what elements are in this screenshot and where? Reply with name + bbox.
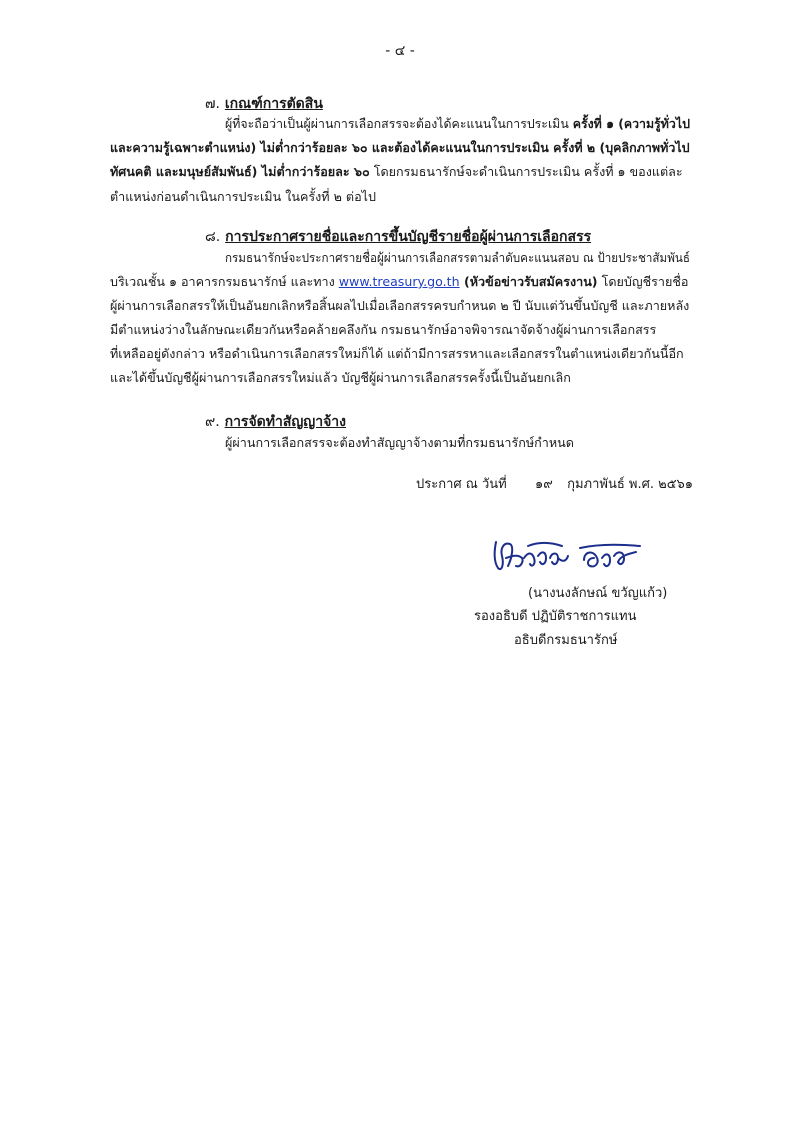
- section-8-number: ๘.: [205, 229, 221, 245]
- section-8-line: [110, 297, 689, 315]
- section-8-line: [110, 321, 656, 339]
- section-7-title: เกณฑ์การตัดสิน: [224, 96, 323, 112]
- section-8-line: [225, 249, 690, 267]
- body-text: บริเวณชั้น ๑ อาคารกรมธนารักษ์ และทาง: [110, 274, 339, 289]
- section-7-number: ๗.: [205, 96, 220, 112]
- body-text: ผู้ผ่านการเลือกสรรจะต้องทำสัญญาจ้างตามที่กรมธนารักษ์กำหนด: [225, 435, 574, 450]
- bold-text: ครั้งที่ ๑ (ความรู้ทั่วไป: [572, 116, 690, 131]
- signer-position-1: รองอธิบดี ปฏิบัติราชการแทน: [474, 609, 637, 624]
- announcement-day: ๑๙: [535, 477, 553, 492]
- body-text: ผู้ผ่านการเลือกสรรให้เป็นอันยกเลิกหรือสิ้นผลไปเมื่อเลือกสรรครบกำหนด ๒ ปี นับแต่วันขึ้นบัญชี และภายหลัง: [110, 298, 690, 313]
- body-text: ตำแหน่งก่อนดำเนินการประเมิน ในครั้งที่ ๒ ต่อไป: [110, 189, 376, 204]
- body-text: ผู้ที่จะถือว่าเป็นผู้ผ่านการเลือกสรรจะต้องได้คะแนนในการประเมิน: [225, 116, 573, 131]
- signer-name: (นางนงลักษณ์ ขวัญแก้ว): [528, 586, 668, 601]
- section-8-line: [110, 369, 571, 387]
- section-7-line: [110, 188, 376, 206]
- body-text: กรมธนารักษ์จะประกาศรายชื่อผู้ผ่านการเลือกสรรตามลำดับคะแนนสอบ ณ ป้ายประชาสัมพันธ์: [225, 250, 690, 265]
- body-text: โดยบัญชีรายชื่อ: [597, 274, 689, 289]
- handwritten-signature: [488, 528, 648, 578]
- section-7-line: [225, 115, 690, 133]
- page-number: - ๔ -: [385, 43, 415, 59]
- section-7-line: [110, 163, 683, 181]
- body-text: โดยกรมธนารักษ์จะดำเนินการประเมิน ครั้งที่ ๑ ของแต่ละ: [369, 164, 683, 179]
- section-8-heading: [205, 226, 591, 248]
- section-9-heading: [205, 411, 346, 433]
- website-link[interactable]: www.treasury.go.th: [338, 274, 460, 289]
- section-7-line: [110, 139, 690, 157]
- section-9-title: การจัดทำสัญญาจ้าง: [224, 414, 346, 430]
- announcement-date: [416, 473, 693, 494]
- signer-position-2: อธิบดีกรมธนารักษ์: [514, 633, 618, 648]
- section-9-number: ๙.: [205, 414, 220, 430]
- section-8-line: [110, 273, 689, 291]
- bold-text: และความรู้เฉพาะตำแหน่ง) ไม่ต่ำกว่าร้อยละ ๖๐ และต้องได้คะแนนในการประเมิน ครั้งที่ ๒ (บุคลิกภาพทั่วไป: [110, 140, 690, 155]
- body-text: ที่เหลืออยู่ดังกล่าว หรือดำเนินการเลือกสรรใหม่ก็ได้ แต่ถ้ามีการสรรหาและเลือกสรรในตำแหน่งเดียวกันนี้อีก: [110, 346, 684, 361]
- announcement-prefix: ประกาศ ณ วันที่: [416, 477, 507, 492]
- section-9-line: [225, 434, 574, 452]
- section-8-line: [110, 345, 684, 363]
- bold-text: (หัวข้อข่าวรับสมัครงาน): [459, 274, 598, 289]
- body-text: มีตำแหน่งว่างในลักษณะเดียวกันหรือคล้ายคลึงกัน กรมธนารักษ์อาจพิจารณาจัดจ้างผู้ผ่านการเลือกสรร: [110, 322, 657, 337]
- body-text: และได้ขึ้นบัญชีผู้ผ่านการเลือกสรรใหม่แล้ว บัญชีผู้ผ่านการเลือกสรรครั้งนี้เป็นอันยกเลิก: [110, 370, 571, 385]
- section-8-title: การประกาศรายชื่อและการขึ้นบัญชีรายชื่อผู้ผ่านการเลือกสรร: [225, 229, 592, 245]
- section-7-heading: [205, 93, 323, 115]
- announcement-month-year: กุมภาพันธ์ พ.ศ. ๒๕๖๑: [567, 477, 694, 492]
- bold-text: ทัศนคติ และมนุษย์สัมพันธ์) ไม่ต่ำกว่าร้อยละ ๖๐: [110, 164, 370, 179]
